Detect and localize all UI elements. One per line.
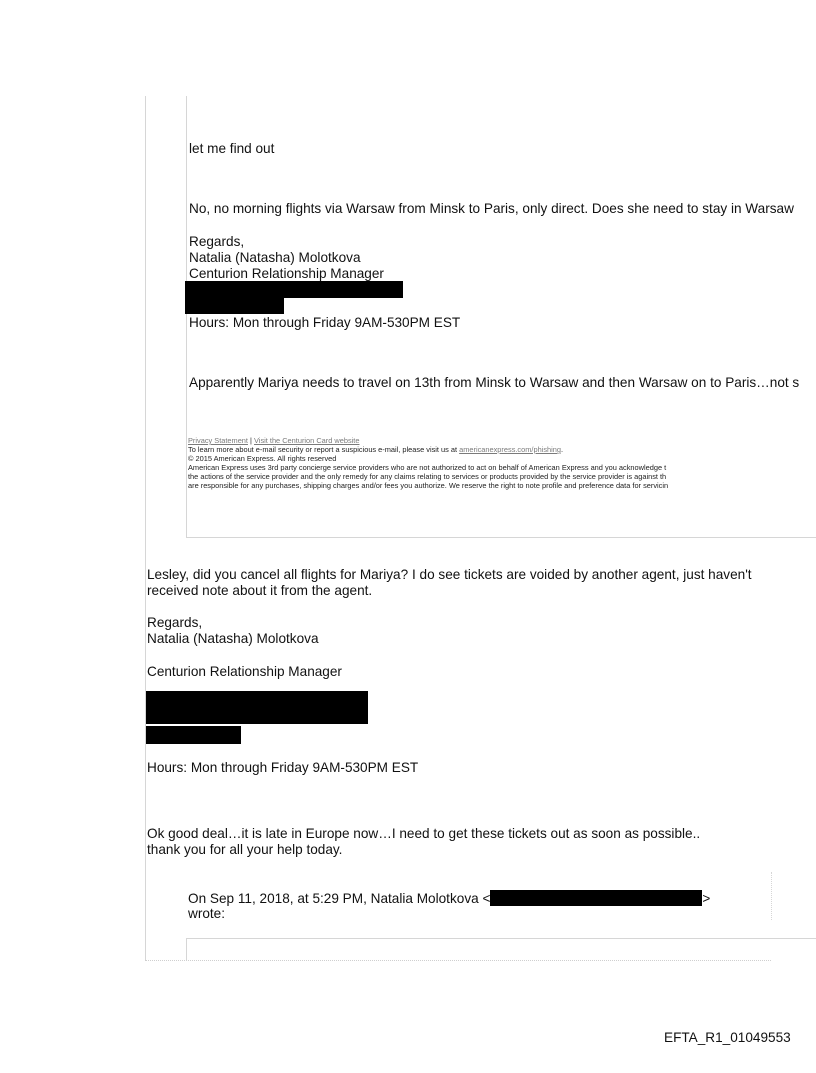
inner-quote-line	[186, 96, 187, 538]
reply-lesley-line2: received note about it from the agent.	[147, 583, 373, 598]
quoted-no-morning-flights: No, no morning flights via Warsaw from Minsk to Paris, only direct. Does she need to stay in Warsaw	[189, 201, 794, 216]
attribution-right-line	[771, 872, 772, 920]
centurion-website-link[interactable]: Visit the Centurion Card website	[254, 436, 360, 445]
disclaimer-copyright: © 2015 American Express. All rights reserved	[188, 454, 337, 463]
disclaimer-separator: |	[247, 436, 255, 445]
ok-message-line1: Ok good deal…it is late in Europe now…I need to get these tickets out as soon as possible..	[147, 826, 701, 841]
quoted-apparently: Apparently Mariya needs to travel on 13th from Minsk to Warsaw and then Warsaw on to Paris…not s	[189, 375, 800, 390]
redaction-block	[146, 691, 368, 724]
attribution-quote-top-line	[186, 938, 816, 939]
document-id: EFTA_R1_01049553	[664, 1030, 791, 1045]
phishing-link[interactable]: americanexpress.com/phishing	[459, 445, 561, 454]
reply-lesley-line1: Lesley, did you cancel all flights for Mariya? I do see tickets are voided by another agent, just haven't	[147, 567, 752, 582]
inner-quote-bottom-line	[186, 537, 816, 538]
privacy-statement-link[interactable]: Privacy Statement	[188, 436, 248, 445]
reply-signature-name: Natalia (Natasha) Molotkova	[147, 631, 319, 646]
amex-disclaimer	[188, 436, 816, 490]
attribution-wrote: wrote:	[188, 906, 226, 921]
disclaimer-security-text: To learn more about e-mail security or report a suspicious e-mail, please visit us at	[188, 445, 460, 454]
quoted-signature-name: Natalia (Natasha) Molotkova	[189, 250, 361, 265]
reply-hours: Hours: Mon through Friday 9AM-530PM EST	[147, 760, 419, 775]
disclaimer-line: are responsible for any purchases, shipping charges and/or fees you authorize. We reserve the right to note profile and preference data for servicin	[188, 481, 669, 490]
quoted-signature-title: Centurion Relationship Manager	[189, 266, 384, 281]
reply-signature-title: Centurion Relationship Manager	[147, 664, 342, 679]
quoted-regards: Regards,	[189, 234, 245, 249]
redaction-block	[490, 890, 702, 906]
redaction-block	[185, 281, 403, 298]
outer-quote-line	[145, 96, 146, 961]
quoted-find-out: let me find out	[189, 141, 275, 156]
reply-regards: Regards,	[147, 615, 203, 630]
attribution-quote-line	[186, 938, 187, 960]
ok-message-line2: thank you for all your help today.	[147, 842, 343, 857]
attribution-suffix: >	[702, 891, 711, 906]
disclaimer-line: American Express uses 3rd party concierge service providers who are not authorized to act on behalf of American Express and you acknowledge t	[188, 463, 667, 472]
redaction-block	[185, 298, 284, 314]
quoted-hours: Hours: Mon through Friday 9AM-530PM EST	[189, 315, 461, 330]
disclaimer-period: .	[560, 445, 564, 454]
attribution-prefix: On Sep 11, 2018, at 5:29 PM, Natalia Molotkova <	[188, 891, 491, 906]
outer-quote-bottom-line	[145, 960, 771, 961]
attribution-line	[188, 890, 710, 907]
disclaimer-line: the actions of the service provider and the only remedy for any claims relating to services or products provided by the service provider is against th	[188, 472, 667, 481]
redaction-block	[146, 726, 241, 744]
